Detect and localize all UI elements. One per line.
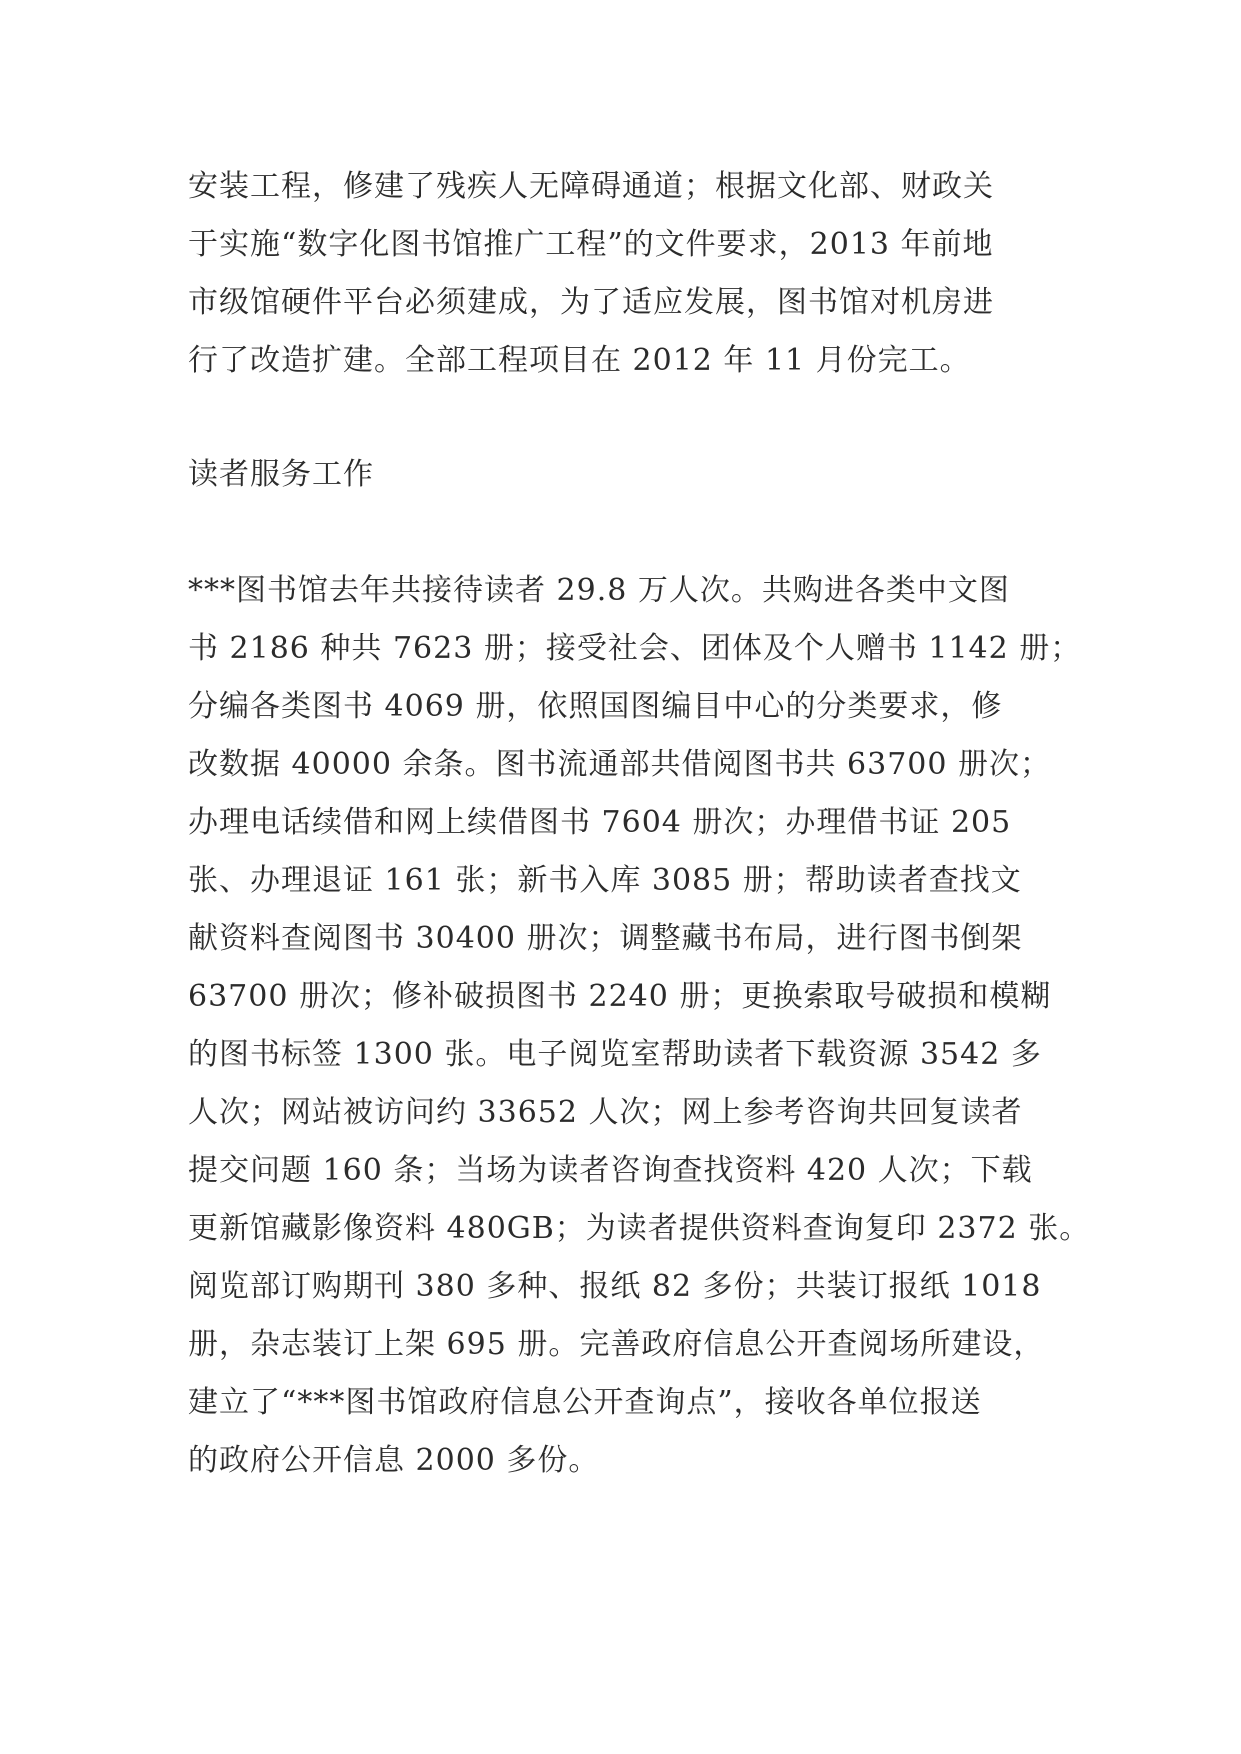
- paragraph-line: 献资料查阅图书 30400 册次；调整藏书布局，进行图书倒架: [188, 921, 1023, 956]
- paragraph-line: 的图书标签 1300 张。电子阅览室帮助读者下载资源 3542 多: [188, 1037, 1042, 1072]
- paragraph-line: 分编各类图书 4069 册，依照国图编目中心的分类要求，修: [188, 689, 1003, 724]
- paragraph-line: 阅览部订购期刊 380 多种、报纸 82 多份；共装订报纸 1018: [188, 1269, 1042, 1304]
- paragraph-line: 人次；网站被访问约 33652 人次；网上参考咨询共回复读者: [188, 1095, 1023, 1130]
- paragraph-line: 于实施“数字化图书馆推广工程”的文件要求，2013 年前地: [188, 227, 994, 262]
- paragraph-line: 书 2186 种共 7623 册；接受社会、团体及个人赠书 1142 册；: [188, 631, 1082, 666]
- paragraph-line: 办理电话续借和网上续借图书 7604 册次；办理借书证 205: [188, 805, 1012, 840]
- paragraph-line: 更新馆藏影像资料 480GB；为读者提供资料查询复印 2372 张。: [188, 1211, 1091, 1246]
- paragraph-line: 建立了“***图书馆政府信息公开查询点”，接收各单位报送: [188, 1385, 982, 1420]
- paragraph-construction: [188, 158, 1068, 390]
- paragraph-line: 改数据 40000 余条。图书流通部共借阅图书共 63700 册次；: [188, 747, 1052, 782]
- paragraph-line: 提交问题 160 条；当场为读者咨询查找资料 420 人次；下载: [188, 1153, 1033, 1188]
- section-heading: [188, 446, 1068, 504]
- paragraph-reader-services: [188, 562, 1091, 1490]
- paragraph-line: 安装工程，修建了残疾人无障碍通道；根据文化部、财政关: [188, 169, 994, 204]
- paragraph-line: 63700 册次；修补破损图书 2240 册；更换索取号破损和模糊: [188, 979, 1052, 1014]
- paragraph-line: 张、办理退证 161 张；新书入库 3085 册；帮助读者查找文: [188, 863, 1022, 898]
- paragraph-line: ***图书馆去年共接待读者 29.8 万人次。共购进各类中文图: [188, 573, 1010, 608]
- paragraph-line: 市级馆硬件平台必须建成，为了适应发展，图书馆对机房进: [188, 285, 994, 320]
- paragraph-line: 册，杂志装订上架 695 册。完善政府信息公开查阅场所建设，: [188, 1327, 1045, 1362]
- paragraph-line: 的政府公开信息 2000 多份。: [188, 1443, 600, 1478]
- section-heading-text: 读者服务工作: [188, 457, 374, 492]
- paragraph-line: 行了改造扩建。全部工程项目在 2012 年 11 月份完工。: [188, 343, 971, 378]
